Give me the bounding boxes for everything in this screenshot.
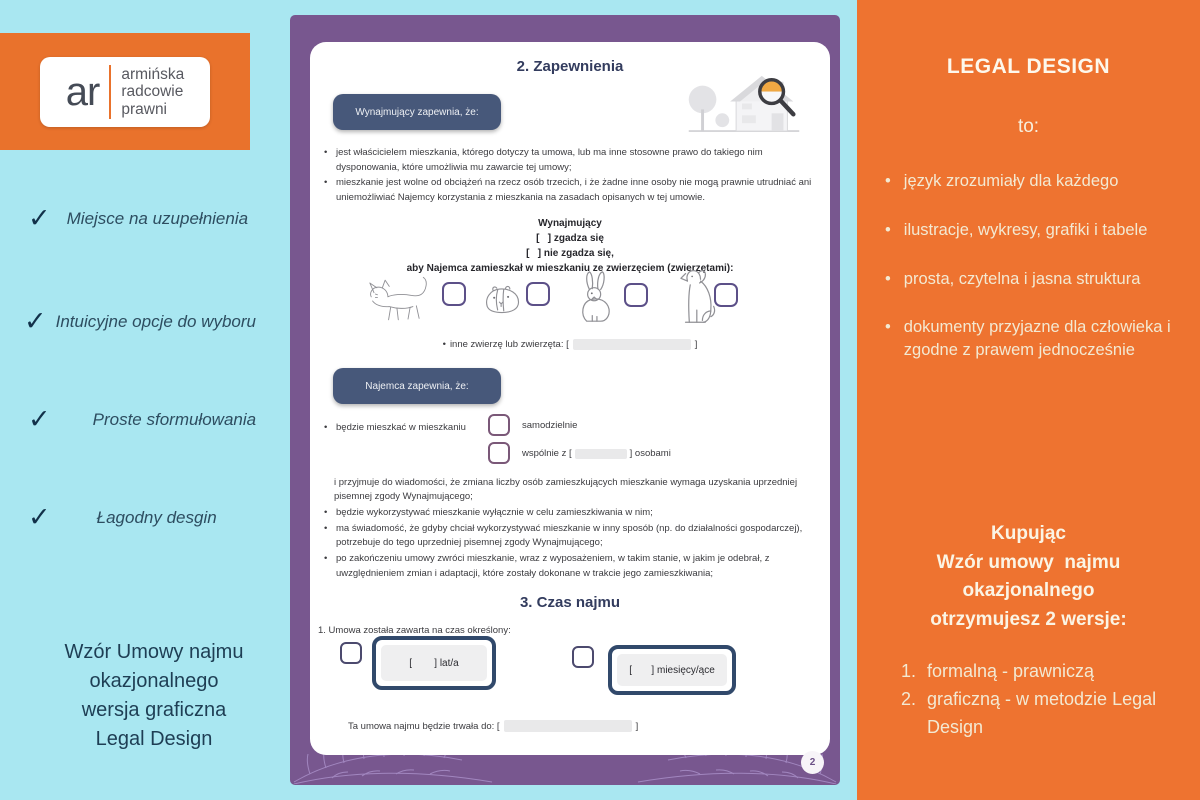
legal-design-title: LEGAL DESIGN <box>946 55 1111 78</box>
feature-item-4 <box>28 504 217 531</box>
checkbox-term-months[interactable] <box>572 646 594 668</box>
other-animal-line <box>310 339 830 350</box>
feature-item-3 <box>28 406 256 433</box>
guinea-pig-illustration <box>482 283 522 316</box>
term-years-field[interactable]: [ ] lat/a <box>381 645 487 681</box>
logo-line-3: prawni <box>121 100 168 118</box>
tenant-pill: Najemca zapewnia, że: <box>333 368 501 404</box>
bullet-dot: • <box>324 553 328 565</box>
bullet-dot: • <box>442 339 446 350</box>
other-animal-field[interactable] <box>573 339 691 350</box>
live-alone-label: samodzielnie <box>522 420 578 431</box>
legal-design-bullet-list <box>885 170 1179 362</box>
dog-illustration <box>672 268 716 326</box>
legal-design-subtitle: to: <box>1017 116 1040 137</box>
bullet-item: • język zrozumiały dla każdego <box>885 170 1179 193</box>
checkbox-guinea-pig[interactable] <box>526 282 550 306</box>
bullet-item: • mieszkanie jest wolne od obciążeń na rzecz osób trzecich, i że żadne inne osoby nie mogą prawnie utrudniać ani uniemożliwiać Najemcy korzystania z mieszkania na zasadach opisanych w tej umowie. <box>324 176 820 205</box>
logo-band <box>0 33 250 150</box>
logo-text <box>121 66 184 118</box>
page-number-badge: 2 <box>801 751 824 774</box>
bullet-dot: • <box>885 172 891 190</box>
check-icon: ✓ <box>28 404 51 434</box>
logo-line-1: armińska <box>121 65 185 83</box>
acknowledge-paragraph: i przyjmuje do wiadomości, że zmiana liczby osób zamieszkujących mieszkanie wymaga uzyskania uprzedniej pisemnej zgody Wynajmującego; <box>334 477 798 503</box>
checkbox-dog[interactable] <box>714 283 738 307</box>
version-text: formalną - prawniczą <box>927 661 1095 681</box>
product-caption <box>8 638 300 754</box>
house-magnifier-illustration <box>684 62 804 136</box>
bullet-dot: • <box>885 269 891 288</box>
bullet-dot: • <box>324 177 328 189</box>
landlord-pill: Wynajmujący zapewnia, że: <box>333 94 501 130</box>
animal-options-row <box>310 268 830 342</box>
term-months-field[interactable]: [ ] miesięcy/ące <box>617 654 727 686</box>
feature-item-1 <box>28 205 248 232</box>
consent-disagree-option[interactable]: [ ] nie zgadza się, <box>526 248 614 259</box>
bracket-close: ] <box>635 720 639 732</box>
consent-heading: Wynajmujący <box>538 218 602 229</box>
term-years-box[interactable] <box>372 636 496 690</box>
pet-consent-block <box>310 216 830 276</box>
feature-label: Miejsce na uzupełnienia <box>66 208 249 228</box>
caption-line-4: Legal Design <box>95 728 213 750</box>
feature-item-2 <box>24 308 256 335</box>
bullet-item: • po zakończeniu umowy zwróci mieszkanie, wraz z wyposażeniem, w takim stanie, w jakim je odebrał, z uwzględnieniem zmian i adaptacji, które zostały dokonane w trakcie jego zamieszkiwania; <box>324 552 820 581</box>
tenant-bullet-list <box>324 506 820 583</box>
contract-preview-panel <box>290 15 840 785</box>
bullet-dot: • <box>885 220 891 239</box>
logo-divider <box>109 65 111 119</box>
until-line <box>348 720 638 732</box>
caption-line-3: wersja graficzna <box>81 699 227 721</box>
purchase-promo <box>857 520 1200 634</box>
checkbox-rabbit[interactable] <box>624 283 648 307</box>
bullet-item: • prosta, czytelna i jasna struktura <box>885 268 1179 291</box>
term-months-box[interactable] <box>608 645 736 695</box>
rabbit-illustration <box>578 270 614 324</box>
version-text: graficzną - w metodzie Legal Design <box>927 688 1157 737</box>
caption-line-2: okazjonalnego <box>89 670 219 692</box>
consent-agree-option[interactable]: [ ] zgadza się <box>536 233 604 244</box>
feature-label: Łagodny desgin <box>96 507 217 527</box>
contract-page <box>310 42 830 755</box>
section-3-title: 3. Czas najmu <box>519 594 621 611</box>
feature-label: Proste sformułowania <box>92 409 257 429</box>
bracket-close: ] <box>694 339 698 350</box>
checkbox-cat[interactable] <box>442 282 466 306</box>
other-animal-label: inne zwierzę lub zwierzęta: [ <box>449 339 569 350</box>
check-icon: ✓ <box>24 306 47 336</box>
landlord-bullet-list <box>324 146 820 207</box>
promo-line-1: Kupując <box>991 523 1066 544</box>
checkbox-live-alone[interactable] <box>488 414 510 436</box>
company-logo <box>40 57 210 127</box>
bullet-item: • jest właścicielem mieszkania, którego dotyczy ta umowa, lub ma inne stosowne prawo do takiego nim dysponowania, które umożliwia mu zawarcie tej umowy; <box>324 146 820 175</box>
bullet-dot: • <box>885 318 891 337</box>
checkbox-live-together[interactable] <box>488 442 510 464</box>
version-number: 2. <box>901 688 917 709</box>
section-2-title: 2. Zapewnienia <box>516 58 624 75</box>
checkbox-term-years[interactable] <box>340 642 362 664</box>
cat-illustration <box>364 276 434 326</box>
term-intro: 1. Umowa została zawarta na czas określony: <box>318 625 511 636</box>
promo-line-2: Wzór umowy najmu <box>936 551 1121 573</box>
bullet-item: • ma świadomość, że gdyby chciał wykorzystywać mieszkanie w inny sposób (np. do działalności gospodarczej), potrzebuje do tego uprzedniej pisemnej zgody Wynajmującego; <box>324 522 820 551</box>
persons-count-field[interactable] <box>575 449 627 459</box>
versions-list <box>901 658 1179 742</box>
until-date-field[interactable] <box>504 720 632 732</box>
bullet-dot: • <box>324 507 328 518</box>
promo-line-4: otrzymujesz 2 wersje: <box>930 608 1127 630</box>
consent-tail: aby Najemca zamieszkał w mieszkaniu ze zwierzęciem (zwierzętami): <box>406 263 734 274</box>
version-item-1 <box>901 658 1179 686</box>
live-together-label: wspólnie z [ ] osobami <box>522 448 671 459</box>
legal-design-panel <box>857 0 1200 800</box>
feature-label: Intuicyjne opcje do wyboru <box>55 311 256 331</box>
logo-monogram: ar <box>65 70 100 114</box>
caption-line-1: Wzór Umowy najmu <box>64 641 244 663</box>
live-bullet: • będzie mieszkać w mieszkaniu <box>324 422 466 433</box>
bullet-item: • dokumenty przyjazne dla człowieka i zgodne z prawem jednocześnie <box>885 316 1179 362</box>
check-icon: ✓ <box>28 203 51 233</box>
bullet-dot: • <box>324 522 328 534</box>
bullet-item: • ilustracje, wykresy, grafiki i tabele <box>885 219 1179 242</box>
version-item-2 <box>901 686 1179 742</box>
version-number: 1. <box>901 661 917 681</box>
promo-line-3: okazjonalnego <box>962 580 1095 601</box>
bullet-dot: • <box>324 422 328 433</box>
check-icon: ✓ <box>28 502 51 532</box>
bullet-item: • będzie wykorzystywać mieszkanie wyłącznie w celu zamieszkiwania w nim; <box>324 506 820 521</box>
until-label: Ta umowa najmu będzie trwała do: [ <box>348 720 500 732</box>
logo-line-2: radcowie <box>121 83 184 101</box>
bullet-dot: • <box>324 147 328 158</box>
